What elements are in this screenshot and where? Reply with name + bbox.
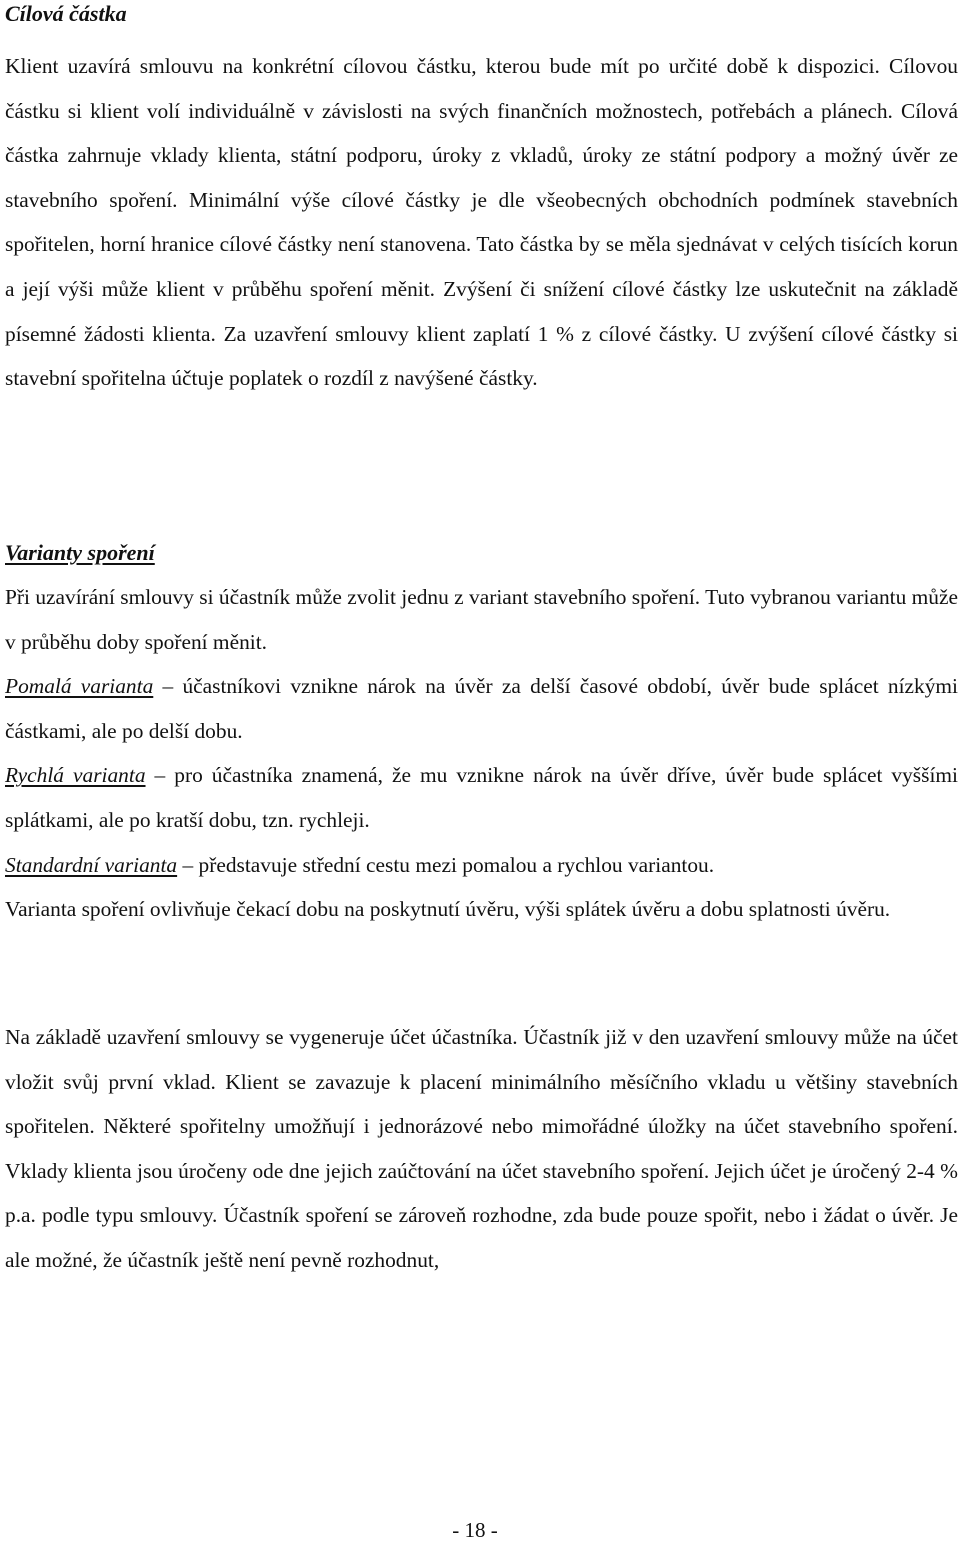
- paragraph-varianty-closing: Varianta spoření ovlivňuje čekací dobu na poskytnutí úvěru, výši splátek úvěru a dobu splatnosti úvěru.: [5, 897, 891, 922]
- section-varianty-sporeni: [5, 575, 958, 932]
- variant-term: Rychlá varianta: [5, 763, 146, 788]
- variant-term: Standardní varianta: [5, 852, 178, 877]
- variant-term: Pomalá varianta: [5, 674, 154, 699]
- variant-item-standardni: [5, 843, 958, 888]
- variant-item-rychla: [5, 753, 958, 842]
- paragraph-text: Klient uzavírá smlouvu na konkrétní cílovou částku, kterou bude mít po určité době k dispozici. Cílovou částku si klient volí individuálně v závislosti na svých finančních možnostech, potřebách a plánech. Cílová částka zahrnuje vklady klienta, státní podporu, úroky z vkladů, úroky ze státní podpory a možný úvěr ze stavebního spoření. Minimální výše cílové částky je dle všeobecných obchodních podmínek stavebních spořitelen, horní hranice cílové částky není stanovena. Tato částka by se měla sjednávat v celých tisících korun a její výši může klient v průběhu spoření měnit. Zvýšení či snížení cílové částky lze uskutečnit na základě písemné žádosti klienta. Za uzavření smlouvy klient zaplatí 1 % z cílové částky. U zvýšení cílové částky si stavební spořitelna účtuje poplatek o rozdíl z navýšené částky.: [5, 54, 958, 391]
- variant-item-pomala: [5, 664, 958, 753]
- paragraph-cilova-castka: [5, 13, 958, 401]
- page-number: - 18 -: [452, 1518, 498, 1542]
- section-heading-varianty-sporeni: Varianty spoření: [5, 540, 155, 565]
- paragraph-varianty-intro: Při uzavírání smlouvy si účastník může zvolit jednu z variant stavebního spoření. Tuto vybranou variantu může v průběhu doby spoření měnit.: [5, 585, 958, 654]
- variant-description: – představuje střední cestu mezi pomalou a rychlou variantou.: [177, 852, 715, 877]
- paragraph-ucet-ucastnika: Na základě uzavření smlouvy se vygeneruje účet účastníka. Účastník již v den uzavření smlouvy může na účet vložit svůj první vklad. Klient se zavazuje k placení minimálního měsíčního vkladu u většiny stavebních spořitelen. Některé spořitelny umožňují i jednorázové nebo mimořádné úložky na účet stavebního spoření. Vklady klienta jsou úročeny ode dne jejich zaúčtování na účet stavebního spoření. Jejich účet je úročený 2-4 % p.a. podle typu smlouvy. Účastník spoření se zároveň rozhodne, zda bude pouze spořit, nebo i žádat o úvěr. Je ale možné, že účastník ještě není pevně rozhodnut,: [5, 1025, 958, 1272]
- section-heading-cilova-castka: Cílová částka: [5, 1, 127, 26]
- variant-description: – pro účastníka znamená, že mu vznikne nárok na úvěr dříve, úvěr bude splácet vyššími splátkami, ale po kratší dobu, tzn. rychleji.: [5, 763, 958, 832]
- variant-description: – účastníkovi vznikne nárok na úvěr za delší časové období, úvěr bude splácet nízkými částkami, ale po delší dobu.: [5, 674, 958, 743]
